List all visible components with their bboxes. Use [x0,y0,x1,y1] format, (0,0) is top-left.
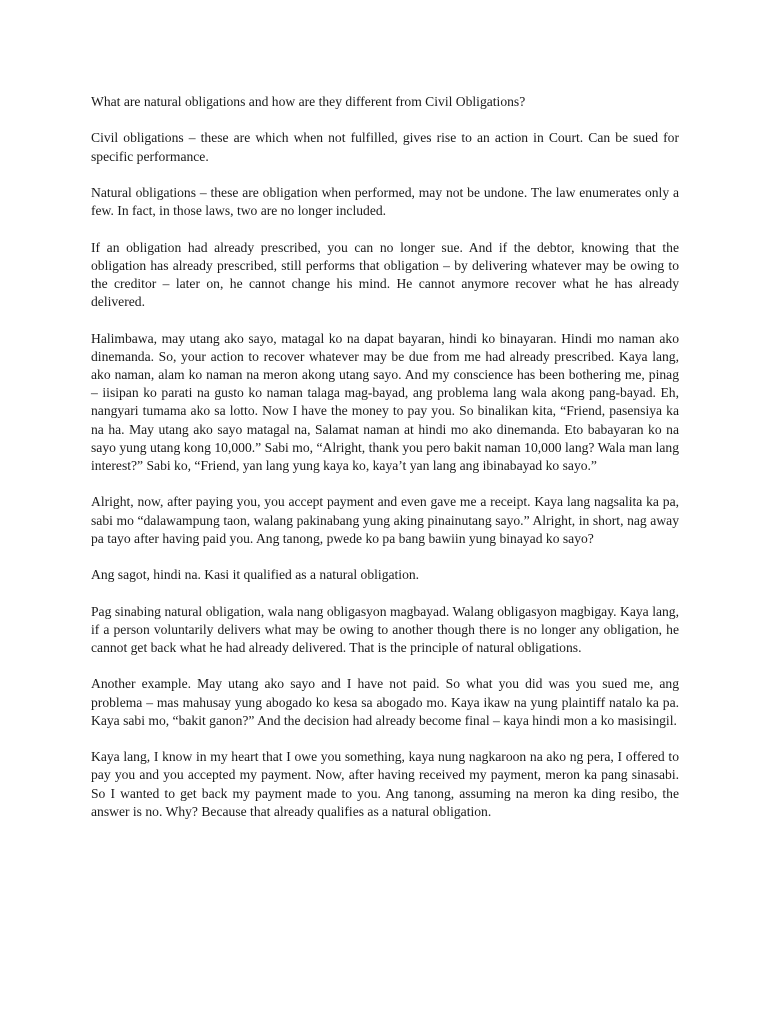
paragraph-after-paying: Alright, now, after paying you, you accept payment and even gave me a receipt. Kaya lang nagsalita ka pa, sabi mo “dalawampung taon, walang pakinabang yung aking pinainutang sayo.” Alright, in short, nag away pa tayo after having paid you. Ang tanong, pwede ko pa bang bawiin yung binayad ko sayo? [91,494,679,546]
paragraph-ang-sagot: Ang sagot, hindi na. Kasi it qualified as a natural obligation. [91,567,420,583]
paragraph-civil-obligations: Civil obligations – these are which when not fulfilled, gives rise to an action in Court. Can be sued for specific performance. [91,130,679,164]
paragraph-kaya-lang: Kaya lang, I know in my heart that I owe you something, kaya nung nagkaroon na ako ng pera, I offered to pay you and you accepted my payment. Now, after having received my payment, meron ka pang sinasabi. So I wanted to get back my payment made to you. Ang tanong, assuming na meron ka ding resibo, the answer is no. Why? Because that already qualifies as a natural obligation. [91,749,679,819]
document-page [91,93,679,839]
paragraph-principle: Pag sinabing natural obligation, wala nang obligasyon magbayad. Walang obligasyon magbigay. Kaya lang, if a person voluntarily delivers what may be owing to another though there is no longer any obligation, he cannot get back what he had already delivered. That is the principle of natural obligations. [91,603,679,655]
paragraph-natural-obligations: Natural obligations – these are obligation when performed, may not be undone. The law enumerates only a few. In fact, in those laws, two are no longer included. [91,184,679,219]
question-heading: What are natural obligations and how are they different from Civil Obligations? [91,94,526,109]
paragraph-prescribed-obligation: If an obligation had already prescribed, you can no longer sue. And if the debtor, knowing that the obligation has already prescribed, still performs that obligation – by delivering whatever may be owing to the creditor – later on, he cannot change his mind. He cannot anymore recover what he has already delivered. [91,239,679,310]
paragraph-halimbawa: Halimbawa, may utang ako sayo, matagal ko na dapat bayaran, hindi ko binayaran. Hindi mo naman ako dinemanda. So, your action to recover whatever may be due from me had already prescribed. Kaya lang, ako naman, alam ko naman na meron akong utang sayo. And my conscience has been bothering me, pinag – iisipan ko parati na gusto ko naman talaga mag-bayad, ang problema lang wala akong pang-bayad. Eh, nangyari tumama ako sa lotto. Now I have the money to pay you. So binalikan kita, “Friend, pasensiya ka na ha. May utang ako sayo matagal na, Salamat naman at hindi mo ako dinemanda. Eto babayaran ko na sayo yung utang kong 10,000.” Sabi mo, “Alright, thank you pero bakit naman 10,000 lang? Wala man lang interest?” Sabi ko, “Friend, yan lang yung kaya ko, kaya’t yan lang ang ibinabayad ko sayo.” [91,330,679,473]
paragraph-another-example: Another example. May utang ako sayo and I have not paid. So what you did was you sued me, ang problema – mas mahusay yung abogado ko kesa sa abogado mo. Kaya ikaw na yung plaintiff natalo ka pa. Kaya sabi mo, “bakit ganon?” And the decision had already become final – kaya hindi mon a ko masisingil. [91,676,679,728]
